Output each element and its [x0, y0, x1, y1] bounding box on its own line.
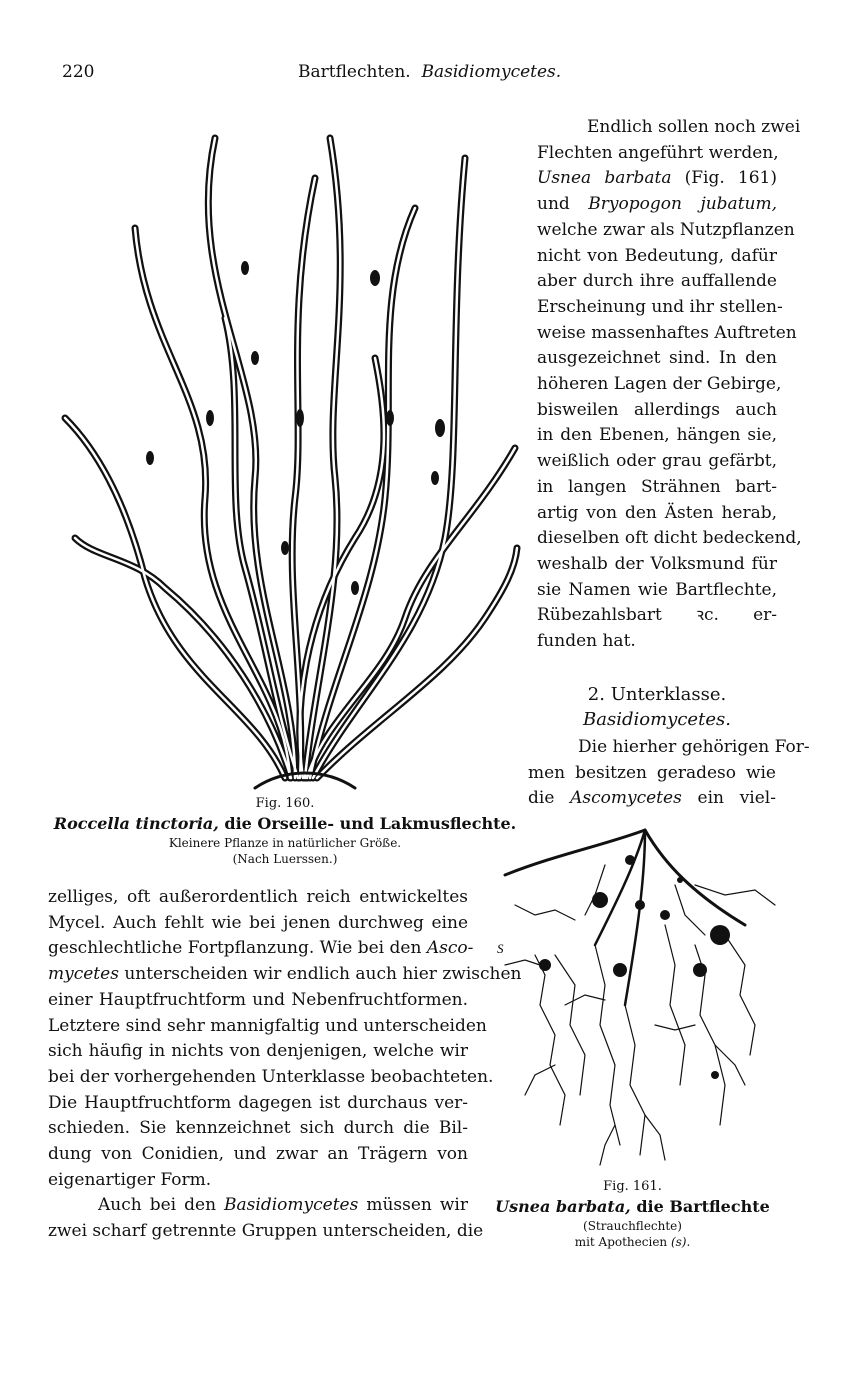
text-line: weise massenhaftes Auftreten: [537, 322, 797, 343]
apothecium-marker: S: [497, 941, 504, 956]
running-head: [298, 62, 561, 82]
text-line: bei der vorhergehenden Unterklasse beobachteten.: [48, 1066, 494, 1087]
running-head-text: Bartflechten.: [298, 62, 411, 82]
text-line: zwei scharf getrennte Gruppen unterscheiden, die: [48, 1221, 484, 1242]
text-line: mycetes unterscheiden wir endlich auch hier zwischen: [48, 964, 522, 985]
text-line: höheren Lagen der Gebirge,: [537, 374, 782, 395]
figure-160-label: Fig. 160.: [255, 796, 315, 811]
text-line: Die Hauptfruchtform dagegen ist durchaus ver-: [48, 1092, 468, 1113]
right-column-text: [537, 115, 802, 655]
figure-161-species: Usnea barbata,: [495, 1197, 631, 1216]
figure-161-common-name: die Bartflechte: [630, 1197, 770, 1216]
text-line: weshalb der Volksmund für: [537, 553, 777, 574]
figure-161-label: Fig. 161.: [603, 1179, 662, 1194]
text-line: funden hat.: [537, 631, 636, 652]
bottom-left-text: [48, 885, 522, 1245]
text-line: weißlich oder grau gefärbt,: [537, 451, 777, 472]
figure-160-species: Roccella tinctoria,: [53, 814, 219, 833]
roccella-illustration: [55, 118, 525, 793]
figure-161-apothecia-note: mit Apothecien (s).: [574, 1235, 691, 1249]
text-line: geschlechtliche Fortpflanzung. Wie bei den Asco-: [48, 938, 474, 959]
text-line: Flechten angeführt werden,: [537, 142, 779, 163]
page-header: [0, 62, 850, 90]
text-line: in langen Strähnen bart-: [537, 476, 777, 497]
text-line: Auch bei den Basidiomycetes müssen wir: [98, 1195, 468, 1216]
text-line: sie Namen wie Bartflechte,: [537, 579, 777, 600]
right-column-continued: [528, 735, 810, 812]
text-line: Usnea barbata (Fig. 161): [537, 168, 777, 189]
text-line: eigenartiger Form.: [48, 1169, 212, 1190]
figure-160-common-name: die Orseille- und Lakmusflechte.: [218, 814, 517, 833]
figure-161-caption: [490, 1178, 775, 1250]
text-line: Erscheinung und ihr stellen-: [537, 296, 783, 317]
text-line: ausgezeichnet sind. In den: [537, 348, 777, 369]
text-line: sich häufig in nichts von denjenigen, welche wir: [48, 1041, 468, 1062]
running-head-italic: Basidiomycetes.: [421, 62, 562, 82]
figure-160-subcaption: Kleinere Pflanze in natürlicher Größe.: [168, 836, 402, 850]
section-name: Basidiomycetes.: [583, 709, 731, 730]
text-line: in den Ebenen, hängen sie,: [537, 425, 777, 446]
figure-160-source: (Nach Luerssen.): [232, 852, 338, 866]
text-line: bisweilen allerdings auch: [537, 399, 777, 420]
text-line: einer Hauptfruchtform und Nebenfruchtformen.: [48, 989, 468, 1010]
text-line: zelliges, oft außerordentlich reich entwickeltes: [48, 887, 468, 907]
text-line: artig von den Ästen herab,: [537, 502, 777, 523]
figure-161-subcaption: (Strauchflechte): [583, 1219, 682, 1233]
text-line: Die hierher gehörigen For-: [578, 737, 810, 757]
text-line: Letztere sind sehr mannigfaltig und unterscheiden: [48, 1015, 487, 1036]
page-number: 220: [62, 62, 95, 82]
text-line: die Ascomycetes ein viel-: [528, 788, 776, 809]
text-line: dung von Conidien, und zwar an Trägern von: [48, 1144, 468, 1165]
text-line: und Bryopogon jubatum,: [537, 194, 777, 215]
text-line: welche zwar als Nutzpflanzen: [537, 219, 795, 240]
text-line: aber durch ihre auffallende: [537, 271, 777, 292]
figure-160-title: [40, 813, 530, 835]
figure-160-caption: [40, 795, 530, 867]
usnea-illustration: [495, 825, 785, 1175]
text-line: Endlich sollen noch zwei: [587, 117, 801, 137]
text-line: dieselben oft dicht bedeckend,: [537, 528, 802, 549]
text-line: Rübezahlsbart ꝛc. er-: [537, 605, 777, 626]
text-line: Mycel. Auch fehlt wie bei jenen durchweg eine: [48, 912, 468, 933]
text-line: nicht von Bedeutung, dafür: [537, 245, 777, 266]
section-number: 2. Unterklasse.: [587, 684, 727, 705]
section-heading: [537, 682, 777, 732]
figure-161-title: [490, 1196, 775, 1218]
text-line: men besitzen geradeso wie: [528, 762, 776, 783]
text-line: schieden. Sie kennzeichnet sich durch die Bil-: [48, 1118, 468, 1139]
